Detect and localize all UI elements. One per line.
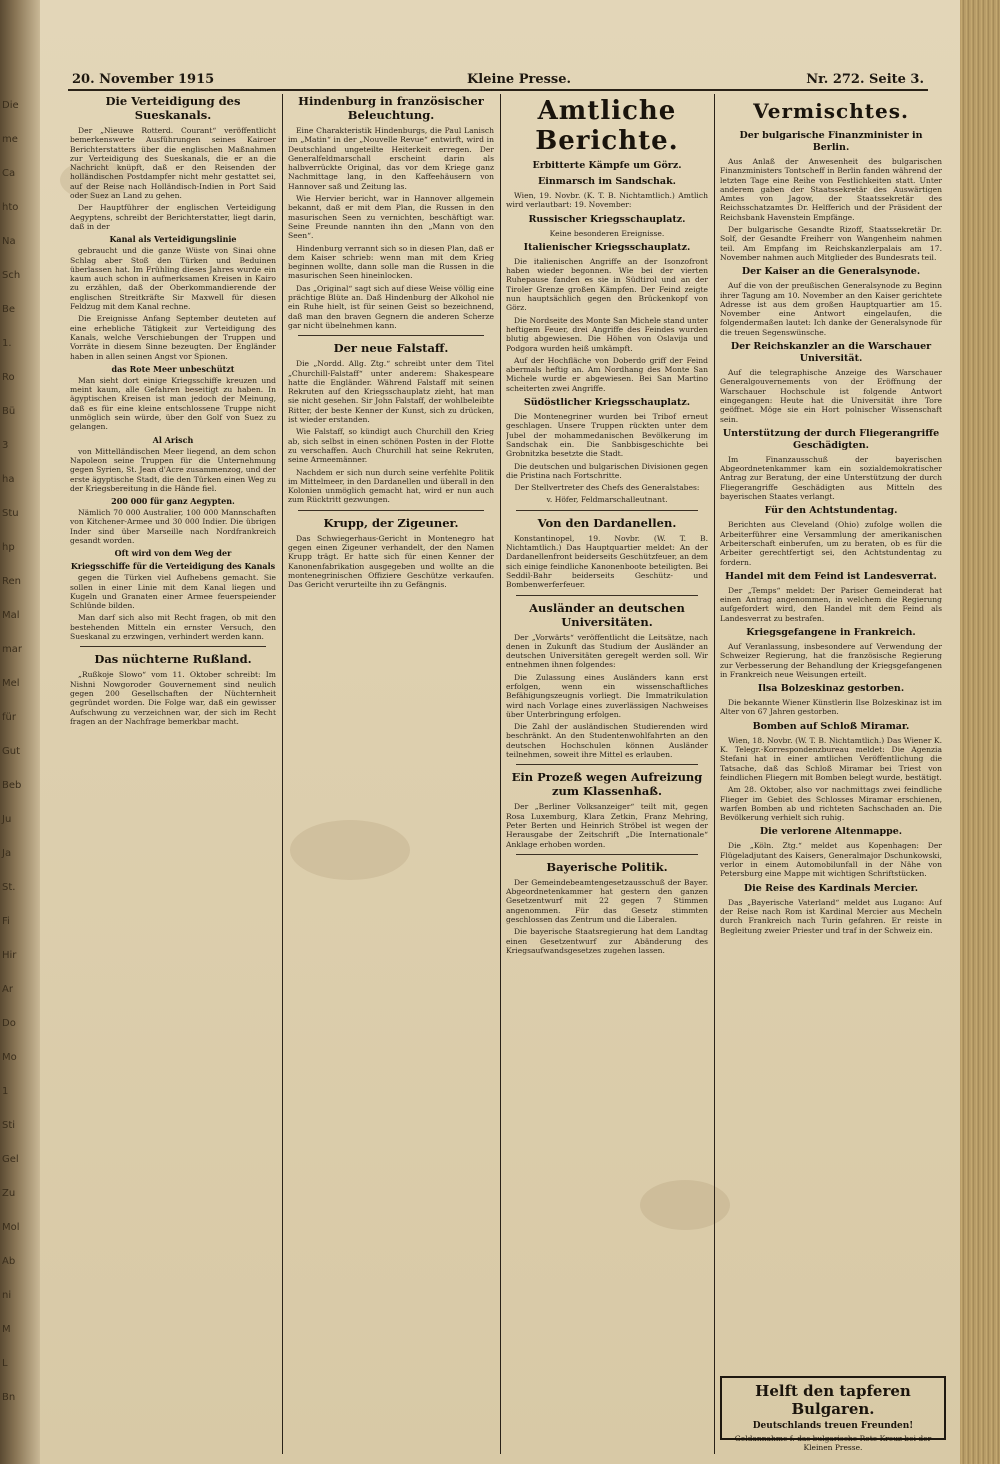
- article-subheading: Oft wird von dem Weg der: [114, 548, 232, 559]
- article-paragraph: Eine Charakteristik Hindenburgs, die Paul Lanisch im „Matin“ in der „Nouvelle Revue“ entwirft, wird in Deutschland ungeteilte Heiterkeit erregen. Der Generalfeldmarschall erscheint darin als halbverrückte Original, das vor dem Kriege ganz Nachmittage lang, in den Kaffeehäusern von Hannover saß und Zeitung las.: [288, 126, 494, 191]
- article-paragraph: Der bulgarische Gesandte Rizoff, Staatssekretär Dr. Solf, der Gesandte Freiherr von Wangenheim nahmen teil. Am Empfang im Reichskanzlerpalais am 17. November nahmen auch Mitglieder des Bundesrats teil.: [720, 225, 942, 262]
- gutter-text-fragment: für: [2, 712, 16, 723]
- gutter-text-fragment: hp: [2, 542, 15, 553]
- gutter-text-fragment: Ca: [2, 168, 16, 179]
- article-title: Für den Achtstundentag.: [764, 505, 898, 517]
- gutter-text-fragment: Ab: [2, 1256, 16, 1267]
- article-separator: [516, 764, 698, 765]
- article-title: Ausländer an deutschen Universitäten.: [529, 600, 685, 629]
- article-paragraph: Die „Köln. Ztg.“ meldet aus Kopenhagen: Der Flügeladjutant des Kaisers, Generalmajor Dschunkowski, verlor in einem Automobilunfall in der Nähe von Petersburg eine Mappe mit wichtigen Schriftstücken.: [720, 841, 942, 879]
- article-title: Der Kaiser an die Generalsynode.: [741, 266, 921, 278]
- article-title: Der Reichskanzler an die Warschauer Universität.: [730, 341, 932, 365]
- article-paragraph: Nämlich 70 000 Australier, 100 000 Mannschaften von Kitchener-Armee und 30 000 Indier. Die übrigen Inder sind über Marseille nach Nordfrankreich gesandt worden.: [70, 508, 276, 545]
- article-paragraph: Das Schwiegerhaus-Gericht in Montenegro hat gegen einen Zigeuner verhandelt, der den Namen Krupp trägt. Er hatte sich für einen Kenner der Kanonenfabrikation ausgegeben und wollte an die montenegrinischen Offiziere Geschütze verkaufen. Das Gericht verurteilte ihn zu Gefängnis.: [288, 533, 494, 590]
- page-header: [72, 70, 924, 90]
- report-signature: v. Höfer, Feldmarschalleutnant.: [546, 495, 668, 505]
- column-rule-2: [500, 94, 501, 1454]
- article-paragraph: Auf die telegraphische Anzeige des Warschauer Generalgouvernements von der Eröffnung der Warschauer Hochschule ist folgende Antwort eingegangen: Heute hat die Universität ihre Tore geöffnet. Möge sie ein Hort polnischer Wissenschaft sein.: [720, 368, 942, 424]
- article-paragraph: Die bayerische Staatsregierung hat dem Landtag einen Gesetzentwurf zur Abänderung des Kriegsaufwandsgesetzes zugehen lassen.: [506, 927, 708, 955]
- gutter-text-fragment: Mal: [2, 610, 20, 621]
- article-title: Ilsa Bolzeskinaz gestorben.: [757, 683, 905, 695]
- gutter-text-fragment: 1.: [2, 338, 12, 349]
- article-paragraph: Die Montenegriner wurden bei Tribof erneut geschlagen. Unsere Truppen rückten unter dem Jubel der mohammedanischen Bevölkerung im Sandschak ein. Die Sanbbisgeschichte bei Grobnitzka besetzte die Stadt.: [506, 412, 708, 459]
- gutter-text-fragment: Hir: [2, 950, 17, 961]
- article-paragraph: Auf Veranlassung, insbesondere auf Verwendung der Schweizer Regierung, hat die französische Regierung zur Verbesserung der Behandlung der Kriegsgefangenen in Frankreich neue Weisungen erteilt.: [720, 641, 942, 679]
- article-separator: [80, 646, 266, 647]
- article-paragraph: gegen die Türken viel Aufhebens gemacht. Sie sollen in einer Linie mit dem Kanal liegen und Kugeln und Granaten einer Armee feuerspeiender Schlünde bilden.: [70, 573, 276, 611]
- column-3: [506, 92, 708, 1452]
- article-paragraph: Die italienischen Angriffe an der Isonzofront haben wieder begonnen. Wie bei der vierten Ruhepause fanden es sie in Südtirol und an der Tiroler Grenze großen Kämpfen. Der Feind zeigte nun hauptsächlich gegen den Brückenkopf von Görz.: [506, 256, 708, 313]
- article-subheading: das Rote Meer unbeschützt: [111, 363, 235, 374]
- gutter-text-fragment: Gut: [2, 746, 21, 757]
- article-paragraph: Das „Bayerische Vaterland“ meldet aus Lugano: Auf der Reise nach Rom ist Kardinal Mercier aus Mecheln durch Frankreich nach Turin gefahren. Er reiste in Begleitung zweier Priester und traf in der Schweiz ein.: [720, 897, 942, 935]
- article-paragraph: Hindenburg verrannt sich so in diesen Plan, daß er dem Kaiser schrieb: wenn man mit dem Krieg beginnen wollte, dann solle man die Russen in die masurischen Seen hineinlocken.: [288, 243, 494, 281]
- article-subheading: Al Arisch: [152, 434, 194, 445]
- article-title: Handel mit dem Feind ist Landesverrat.: [725, 570, 937, 582]
- article-paragraph: Keine besonderen Ereignisse.: [549, 228, 665, 238]
- report-signature: Der Stellvertreter des Chefs des Generalstabes:: [514, 483, 700, 493]
- header-paper-name: Kleine Presse.: [467, 72, 572, 87]
- section-subtitle: Einmarsch im Sandschak.: [538, 176, 676, 187]
- gutter-text-fragment: Mo: [2, 1052, 17, 1063]
- gutter-text-fragment: Beb: [2, 780, 22, 791]
- section-subtitle: Erbitterte Kämpfe um Görz.: [532, 160, 682, 171]
- article-title: Von den Dardanellen.: [537, 515, 677, 530]
- article-paragraph: Der „Nieuwe Rotterd. Courant“ veröffentlicht bemerkenswerte Ausführungen seines Kairoer Berichterstatters über die englischen Maßnahmen zur Verteidigung des Sueskanals, die er an die Nachricht knüpft, daß er den Reisenden der holländischen Postdampfer nicht mehr gestattet sei, auf der Reise nach Holländisch-Indien in Port Said oder Suez an Land zu gehen.: [70, 126, 276, 201]
- gutter-text-fragment: Ro: [2, 372, 15, 383]
- gutter-text-fragment: Zu: [2, 1188, 16, 1199]
- gutter-text-fragment: Bü: [2, 406, 16, 417]
- article-title: Bayerische Politik.: [546, 859, 668, 874]
- gutter-text-fragment: Do: [2, 1018, 16, 1029]
- article-separator: [516, 510, 698, 511]
- column-2: [288, 92, 494, 1452]
- gutter-text-fragment: Ju: [2, 814, 12, 825]
- article-subheading: Kriegsschiffe für die Verteidigung des Kanals: [70, 561, 276, 572]
- bulgarian-aid-advertisement: [720, 1376, 946, 1452]
- gutter-text-fragment: L: [2, 1358, 8, 1369]
- header-rule: [68, 89, 928, 91]
- article-paragraph: Die bekannte Wiener Künstlerin Ilse Bolzeskinaz ist im Alter von 67 Jahren gestorben.: [720, 698, 942, 717]
- article-title: Der bulgarische Finanzminister in Berlin.: [739, 130, 923, 153]
- article-paragraph: Auf der Hochfläche von Doberdo griff der Feind abermals heftig an. Am Nordhang des Monte San Michele wurde er abgewiesen. Bei San Martino scheiterten zwei Angriffe.: [506, 355, 708, 393]
- article-subheading: Kanal als Verteidigungslinie: [109, 234, 237, 245]
- header-page-number: Nr. 272. Seite 3.: [806, 72, 924, 87]
- article-paragraph: Berichten aus Cleveland (Ohio) zufolge wollen die Arbeiterführer eine Versammlung der amerikanischen Arbeiterschaft einberufen, um zu beraten, ob es für die Arbeiter gerechtfertigt sei, den Achtstundentag zu fordern.: [720, 520, 942, 567]
- theater-heading: Italienischer Kriegsschauplatz.: [523, 241, 691, 253]
- previous-page-gutter: [0, 0, 40, 1464]
- article-paragraph: von Mittelländischen Meer liegend, an dem schon Napoleon seine Truppen für die Unternehmung gegen Syrien, St. Jean d'Acre zusammenzog, und der erste ägyptische Stadt, die den Türken einen Weg zu der Kriegsbereitung in die Hände fiel.: [70, 446, 276, 493]
- article-paragraph: Im Finanzausschuß der bayerischen Abgeordnetenkammer kam ein sozialdemokratischer Antrag zur Beratung, der eine Unterstützung der durch Fliegerangriffe Geschädigten aus Mitteln des bayerischen Staates verlangt.: [720, 454, 942, 502]
- ad-headline: Helft den tapferen Bulgaren.: [755, 1382, 911, 1418]
- theater-heading: Russischer Kriegsschauplatz.: [528, 213, 686, 225]
- article-title: Ein Prozeß wegen Aufreizung zum Klassenhaß.: [511, 770, 703, 799]
- article-separator: [516, 854, 698, 855]
- article-title: Die verlorene Altenmappe.: [759, 826, 903, 838]
- gutter-text-fragment: hto: [2, 202, 19, 213]
- article-paragraph: Wie Falstaff, so kündigt auch Churchill den Krieg ab, sich selbst in einen schönen Posten in der Flotte zu verschaffen. Auch Churchill hat seine Rekruten, seine Armeemänner.: [288, 427, 494, 465]
- gutter-text-fragment: mar: [2, 644, 22, 655]
- article-paragraph: Die „Nordd. Allg. Ztg.“ schreibt unter dem Titel „Churchill-Falstaff“ unter anderem: Shakespeare hatte die Engländer. Während Falstaff mit seinen Rekruten auf den Kriegsschauplatz zieht, hat man sie nicht gesehen. Sir John Falstaff, der wohlbeleibte Ritter, der beste Kenner der Kunst, sich zu drücken, ist wieder erstanden.: [288, 359, 494, 425]
- gutter-text-fragment: Fi: [2, 916, 10, 927]
- article-title: Das nüchterne Rußland.: [94, 652, 252, 667]
- gutter-text-fragment: St.: [2, 882, 16, 893]
- article-paragraph: Der „Vorwärts“ veröffentlicht die Leitsätze, nach denen in Zukunft das Studium der Ausländer an deutschen Universitäten geregelt werden soll. Wir entnehmen ihnen folgendes:: [506, 632, 708, 670]
- article-paragraph: Die Zulassung eines Ausländers kann erst erfolgen, wenn ein wissenschaftliches Befähigungszeugnis vorliegt. Die Immatrikulation wird nach Vorlage eines zuverlässigen Nachweises über Unterbringung erfolgen.: [506, 672, 708, 719]
- article-paragraph: Die Zahl der ausländischen Studierenden wird beschränkt. An den Studentenwohlfahrten an den deutschen Hochschulen können Ausländer teilnehmen, soweit ihre Mittel es erlauben.: [506, 722, 708, 760]
- article-paragraph: Man darf sich also mit Recht fragen, ob mit den bestehenden Mitteln ein ernster Versuch, den Sueskanal zu erzwingen, verhindert werden kann.: [70, 613, 276, 642]
- article-paragraph: gebraucht und die ganze Wüste von Sinai ohne Schlag aber Stoß den Türken und Beduinen überlassen hat. Im Frühling dieses Jahres wurde ein kaum auch schon in aufmerksamen Kreisen in Kairo zu erzählen, daß der Oberkommandierende der englischen Streitkräfte Sir Maxwell für diesen Feldzug mit dem Kanal rechne.: [70, 246, 276, 312]
- article-title: Kriegsgefangene in Frankreich.: [746, 626, 916, 638]
- gutter-text-fragment: Be: [2, 304, 16, 315]
- gutter-text-fragment: Bn: [2, 1392, 16, 1403]
- article-title: Hindenburg in französischer Beleuchtung.: [298, 94, 484, 122]
- article-paragraph: Man sieht dort einige Kriegsschiffe kreuzen und meint kaum, alle Gefahren beseitigt zu haben. In ägyptischen Kreisen ist man jedoch der Meinung, daß es für eine kleine entschlossene Truppe nicht unmöglich sein würde, über den Golf von Suez zu gelangen.: [70, 375, 276, 432]
- gutter-text-fragment: Gel: [2, 1154, 19, 1165]
- article-title: Unterstützung der durch Fliegerangriffe Geschädigten.: [722, 427, 940, 451]
- gutter-text-fragment: Sti: [2, 1120, 16, 1131]
- article-paragraph: Das „Original“ sagt sich auf diese Weise völlig eine prächtige Blüte an. Daß Hindenburg der Alkohol nie ein Ruhe hielt, ist für seinen Geist so bezeichnend, daß man den braven Gegnern die anderen Scherze gar nicht übelnehmen kann.: [288, 283, 494, 330]
- gutter-text-fragment: Na: [2, 236, 16, 247]
- article-paragraph: Wie Hervier bericht, war in Hannover allgemein bekannt, daß er mit dem Plan, die Russen in den masurischen Seen zu vernichten, beschäftigt war. Seine Freunde nannten ihn den „Mann von den Seen“.: [288, 194, 494, 241]
- article-title: Die Reise des Kardinals Mercier.: [743, 882, 919, 894]
- book-page-edges: [960, 0, 1000, 1464]
- article-paragraph: Am 28. Oktober, also vor nachmittags zwei feindliche Flieger im Gebiet des Schlosses Miramar erschienen, warfen Bomben ab und richteten Sachschaden an. Die Bevölkerung verhielt sich ruhig.: [720, 785, 942, 823]
- article-title: Krupp, der Zigeuner.: [323, 515, 459, 530]
- article-paragraph: Die Nordseite des Monte San Michele stand unter heftigem Feuer, drei Angriffe des Feindes wurden blutig abgewiesen. Die Höhen von Oslavija und Podgora wurden heiß umkämpft.: [506, 315, 708, 353]
- column-4: [720, 92, 942, 1372]
- gutter-text-fragment: Ja: [2, 848, 12, 859]
- gutter-text-fragment: Ar: [2, 984, 13, 995]
- gutter-text-fragment: ha: [2, 474, 15, 485]
- section-title: Amtliche Berichte.: [535, 96, 679, 156]
- article-title: Bomben auf Schloß Miramar.: [752, 720, 910, 732]
- article-paragraph: Nachdem er sich nun durch seine verfehlte Politik im Mittelmeer, in den Dardanellen und überall in den Kolonien unmöglich gemacht hat, wird er nun auch zum Rücktritt gezwungen.: [288, 467, 494, 505]
- gutter-text-fragment: me: [2, 134, 18, 145]
- section-title: Vermischtes.: [753, 99, 909, 123]
- gutter-text-fragment: 3: [2, 440, 9, 451]
- article-paragraph: Der „Berliner Volksanzeiger“ teilt mit, gegen Rosa Luxemburg, Klara Zetkin, Franz Mehring, Peter Berten und Heinrich Ströbel ist wegen der Herausgabe der Zeitschrift „Die Internationale“ Anklage erhoben worden.: [506, 802, 708, 849]
- report-dateline: Wien, 19. Novbr. (K. T. B. Nichtamtlich.) Amtlich wird verlautbart: 19. November:: [506, 191, 708, 210]
- article-separator: [516, 595, 698, 596]
- theater-heading: Südöstlicher Kriegsschauplatz.: [523, 397, 691, 409]
- article-paragraph: Die Ereignisse Anfang September deuteten auf eine erhebliche Tätigkeit zur Verteidigung des Kanals, welche Verschiebungen der Truppen und Vorräte in diesem Sinne bezeugten. Der Engländer haben in allen seinen Angst vor Spionen.: [70, 314, 276, 361]
- gutter-text-fragment: M: [2, 1324, 11, 1335]
- gutter-text-fragment: Die: [2, 100, 19, 111]
- article-paragraph: „Rußkoje Slowo“ vom 11. Oktober schreibt: Im Nishni Nowgoroder Gouvernement sind neulich gegen 200 Gesellschaften der Nüchternheit gegründet worden. Die Folge war, daß ein gewisser Aufschwung zu verzeichnen war, der sich im Recht fragen an der Nachfrage bemerkbar macht.: [70, 670, 276, 726]
- gutter-text-fragment: Stu: [2, 508, 19, 519]
- article-title: Die Verteidigung des Sueskanals.: [105, 94, 241, 122]
- article-subheading: 200 000 für ganz Aegypten.: [111, 496, 235, 507]
- article-paragraph: Der Gemeindebeamtengesetzausschuß der Bayer. Abgeordnetenkammer hat gestern den ganzen Gesetzentwurf mit 22 gegen 7 Stimmen angenommen. Für das Gesetz stimmten geschlossen das Zentrum und die Liberalen.: [506, 877, 708, 925]
- gutter-text-fragment: ni: [2, 1290, 12, 1301]
- column-1: [70, 92, 276, 1452]
- gutter-text-fragment: Ren: [2, 576, 21, 587]
- article-paragraph: Der „Temps“ meldet: Der Pariser Gemeinderat hat einen Antrag angenommen, in welchem die Regierung aufgefordert wird, den Handel mit dem Feind als Landesverrat zu bestrafen.: [720, 585, 942, 623]
- article-paragraph: Wien, 18. Novbr. (W. T. B. Nichtamtlich.) Das Wiener K. K. Telegr.-Korrespondenzbureau meldet: Die Agenzia Stefani hat in einer amtlichen Veröffentlichung die Tatsache, daß das Schloß Miramar bei Triest von feindlichen Fliegern mit Bomben belegt wurde, bestätigt.: [720, 735, 942, 782]
- article-paragraph: Der Hauptführer der englischen Verteidigung Aegyptens, schreibt der Berichterstatter, liegt darin, daß in der: [70, 203, 276, 231]
- ad-subline: Deutschlands treuen Freunden!: [752, 1421, 914, 1431]
- article-separator: [298, 510, 484, 511]
- column-rule-3: [714, 94, 715, 1454]
- header-date: 20. November 1915: [72, 72, 215, 87]
- gutter-text-fragment: 1: [2, 1086, 9, 1097]
- article-separator: [298, 335, 484, 336]
- article-title: Der neue Falstaff.: [333, 341, 449, 356]
- article-paragraph: Auf die von der preußischen Generalsynode zu Beginn ihrer Tagung am 10. November an den Kaiser gerichtete Adresse ist aus dem großen Hauptquartier am 15. November eine Antwort eingelaufen, die folgendermaßen lautet: Ich danke der Generalsynode für die treuen Segenswünsche.: [720, 281, 942, 337]
- article-paragraph: Konstantinopel, 19. Novbr. (W. T. B. Nichtamtlich.) Das Hauptquartier meldet: An der Dardanellenfront beiderseits Geschützfeuer, an dem sich einige feindliche Kanonenboote beteiligten. Bei Seddil-Bahr beiderseits Geschütz- und Bombenwerferfeuer.: [506, 533, 708, 590]
- article-paragraph: Die deutschen und bulgarischen Divisionen gegen die Pristina nach Fortschritte.: [506, 461, 708, 480]
- article-paragraph: Aus Anlaß der Anwesenheit des bulgarischen Finanzministers Tontscheff in Berlin fanden während der letzten Tage eine Reihe von Festlichkeiten statt. Unter anderem gaben der Staatssekretär des Auswärtigen Amtes von Jagow, der Staatssekretär des Reichsschatzamtes Dr. Helfferich und der Präsident der Reichsbank Havenstein Empfänge.: [720, 157, 942, 222]
- gutter-text-fragment: Mel: [2, 678, 20, 689]
- gutter-text-fragment: Sch: [2, 270, 21, 281]
- gutter-text-fragment: Mol: [2, 1222, 20, 1233]
- ad-note: Geldannahme f. das bulgarische Rote Kreuz bei der Kleinen Presse.: [734, 1434, 932, 1452]
- column-rule-1: [282, 94, 283, 1454]
